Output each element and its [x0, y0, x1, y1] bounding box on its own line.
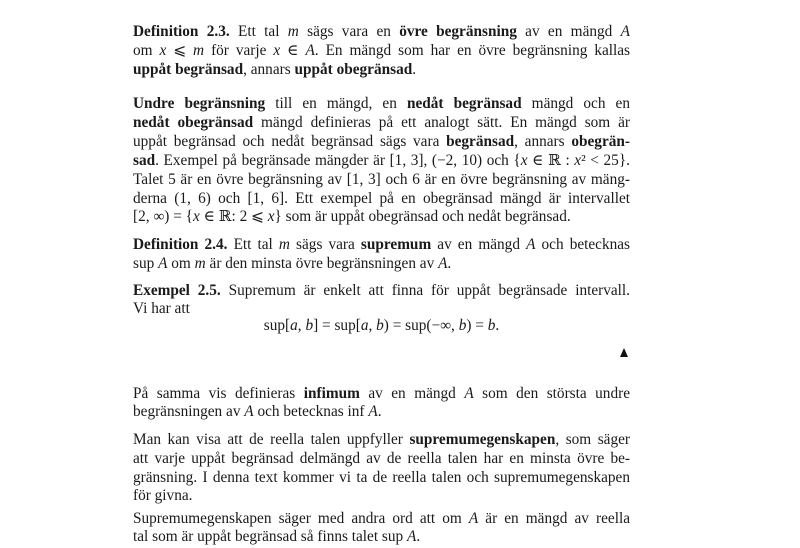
bold-term: obegrän-	[571, 133, 630, 150]
bold-term: uppåt obegränsad	[294, 61, 413, 78]
math-symbol: b	[305, 317, 314, 334]
text-line: att varje uppåt begränsad delmängd av de reella talen har en minsta övre be-	[133, 450, 630, 467]
block-label: Definition 2.3.	[133, 23, 230, 40]
text-line: sad. Exempel på begränsade mängder är [1, 3], (−2, 10) och {x ∈ ℝ : x² < 25}.	[133, 152, 630, 169]
math-symbol: m	[278, 236, 290, 253]
text-line: gränsning. I denna text kommer vi ta de reella talen och supremumegenskapen	[133, 469, 630, 486]
math-symbol: x	[193, 208, 200, 225]
bold-term: supremumegenskapen	[409, 431, 556, 448]
text-line: På samma vis definieras infimum av en mängd A som den största undre	[133, 385, 630, 402]
math-symbol: A	[244, 403, 254, 420]
math-symbol: b	[487, 317, 496, 334]
math-symbol: A	[407, 528, 417, 545]
text-line: Talet 5 är en övre begränsning av [1, 3] och 6 är en övre begränsning av mäng-	[133, 171, 630, 188]
math-symbol: x	[159, 42, 167, 59]
block-label: Exempel 2.5.	[133, 282, 221, 299]
math-symbol: x	[267, 208, 275, 225]
math-symbol: A	[526, 236, 536, 253]
text-line: [2, ∞) = {x ∈ ℝ: 2 ⩽ x} som är uppåt obegränsad och nedåt begränsad.	[133, 208, 571, 225]
text-line: Supremumegenskapen säger med andra ord att om A är en mängd av reella	[133, 510, 630, 527]
math-symbol: m	[287, 23, 299, 40]
math-symbol: x	[273, 42, 281, 59]
text-line: uppåt begränsad, annars uppåt obegränsad.	[133, 61, 417, 78]
supremum-formula: sup[a, b] = sup[a, b) = sup(−∞, b) = b.	[263, 317, 500, 334]
math-symbol: b	[458, 317, 467, 334]
math-symbol: A	[305, 42, 315, 59]
text-line: derna (1, 6) och [1, 6]. Ett exempel på en obegränsad mängd är intervallet	[133, 190, 630, 207]
text-line: Undre begränsning till en mängd, en nedåt begränsad mängd och en	[133, 95, 630, 112]
math-symbol: m	[193, 42, 205, 59]
block-label: Definition 2.4.	[133, 236, 228, 253]
bold-term: nedåt obegränsad	[133, 114, 254, 131]
bold-term: uppåt begränsad	[133, 61, 244, 78]
text-line: tal som är uppåt begränsad så finns talet sup A.	[133, 528, 421, 545]
math-symbol: b	[376, 317, 384, 334]
math-symbol: x	[574, 152, 582, 169]
bold-term: nedåt begränsad	[406, 95, 522, 112]
text-line: för givna.	[133, 487, 193, 504]
math-symbol: a	[290, 317, 298, 334]
text-line: sup A om m är den minsta övre begränsningen av A.	[133, 255, 452, 272]
math-symbol: a	[360, 317, 369, 334]
math-symbol: A	[438, 255, 448, 272]
math-symbol: A	[468, 510, 479, 527]
text-line: Exempel 2.5. Supremum är enkelt att finna för uppåt begränsade intervall.	[133, 282, 630, 299]
bold-term: supremum	[360, 236, 432, 253]
math-symbol: A	[464, 385, 474, 402]
text-line: Definition 2.4. Ett tal m sägs vara supremum av en mängd A och betecknas	[133, 236, 630, 253]
math-symbol: m	[194, 255, 206, 272]
math-symbol: A	[368, 403, 378, 420]
bold-term: Undre begränsning	[133, 95, 266, 112]
math-symbol: A	[158, 255, 168, 272]
math-symbol: A	[620, 23, 630, 40]
bold-term: infimum	[303, 385, 360, 402]
math-symbol: x	[520, 152, 528, 169]
bold-term: sad	[133, 152, 156, 169]
text-line: Man kan visa att de reella talen uppfyller supremumegenskapen, som säger	[133, 431, 630, 448]
text-line: begränsningen av A och betecknas inf A.	[133, 403, 382, 420]
bold-term: övre begränsning	[399, 23, 517, 40]
text-line: Definition 2.3. Ett tal m sägs vara en övre begränsning av en mängd A	[133, 23, 630, 40]
bold-term: begränsad	[446, 133, 515, 150]
text-line: Vi har att	[133, 300, 190, 317]
qed-triangle-icon	[620, 348, 628, 357]
text-line: om x ⩽ m för varje x ∈ A. En mängd som har en övre begränsning kallas	[133, 42, 630, 59]
text-line: nedåt obegränsad mängd definieras på ett analogt sätt. En mängd som är	[133, 114, 630, 131]
text-line: uppåt begränsad och nedåt begränsad sägs vara begränsad, annars obegrän-	[133, 133, 630, 150]
